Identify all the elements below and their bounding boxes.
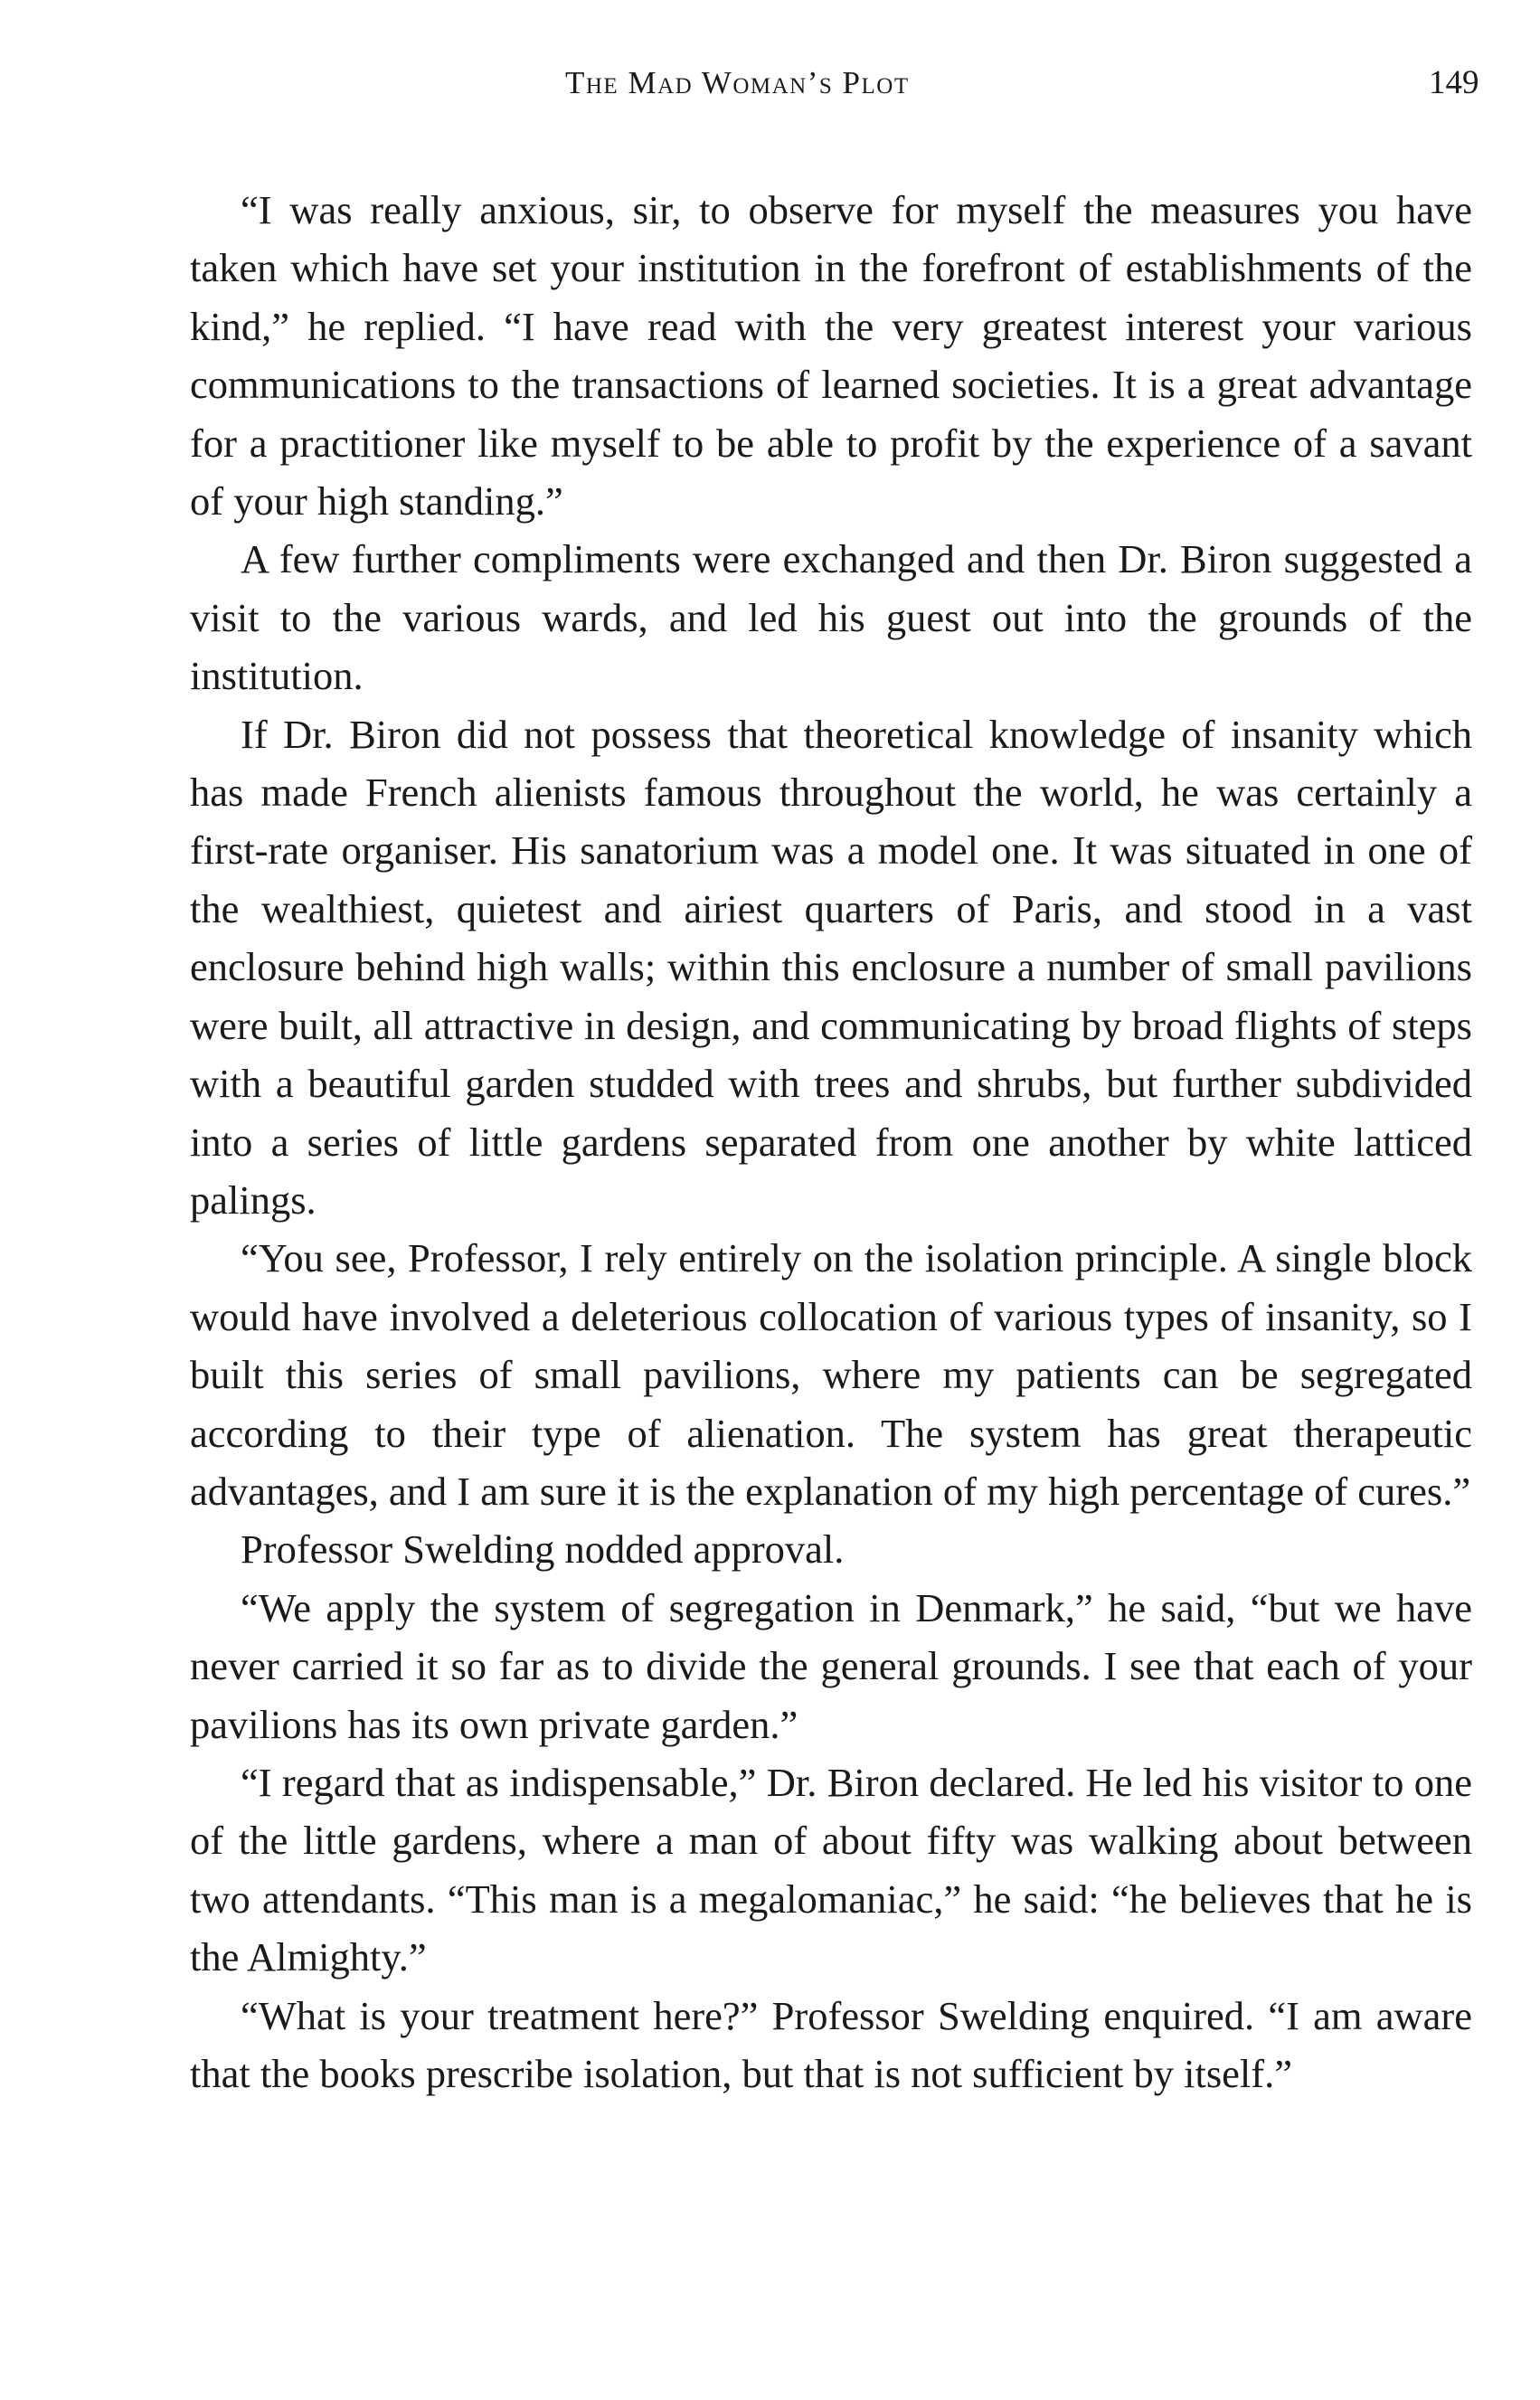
paragraph: “I regard that as indispensable,” Dr. Biron declared. He led his visitor to one of the little gardens, where a man of about fifty was walking about between two attendants. “This man is a megalomaniac,” he said: “he believes that he is the Almighty.” xyxy=(190,1759,1472,1980)
paragraph: Professor Swelding nodded approval. xyxy=(241,1526,845,1573)
paragraph: If Dr. Biron did not possess that theoretical knowledge of insanity which has made French alienists famous throughout the world, he was certainly a first-rate organiser. His sanatorium was a model one. It was situated in one of the wealthiest, quietest and airiest quarters of Paris, and stood in a vast enclosure behind high walls; within this enclosure a number of small pavilions were built, all attractive in design, and communicating by broad flights of steps with a beautiful garden studded with trees and shrubs, but further subdivided into a series of little gardens separated from one another by white latticed palings. xyxy=(190,711,1472,1223)
running-head xyxy=(0,56,1540,110)
body-text xyxy=(190,181,1472,2102)
paragraph: “What is your treatment here?” Professor Swelding enquired. “I am aware that the books prescribe isolation, but that is not sufficient by itself.” xyxy=(190,1992,1472,2096)
paragraph: A few further compliments were exchanged and then Dr. Biron suggested a visit to the various wards, and led his guest out into the grounds of the institution. xyxy=(190,536,1472,699)
paragraph: “I was really anxious, sir, to observe for myself the measures you have taken which have set your institution in the forefront of establishments of the kind,” he replied. “I have read with the very greatest interest your various communications to the transactions of learned societies. It is a great advantage for a practitioner like myself to be able to profit by the experience of a savant of your high standing.” xyxy=(190,187,1472,524)
page-number: 149 xyxy=(1429,64,1479,101)
running-title: The Mad Woman’s Plot xyxy=(565,65,910,100)
paragraph: “We apply the system of segregation in Denmark,” he said, “but we have never carried it so far as to divide the general grounds. I see that each of your pavilions has its own private garden.” xyxy=(190,1584,1472,1747)
paragraph: “You see, Professor, I rely entirely on the isolation principle. A single block would have involved a deleterious collocation of various types of insanity, so I built this series of small pavilions, where my patients can be segregated according to their type of alienation. The system has great therapeutic advantages, and I am sure it is the explanation of my high percentage of cures.” xyxy=(190,1235,1472,1514)
